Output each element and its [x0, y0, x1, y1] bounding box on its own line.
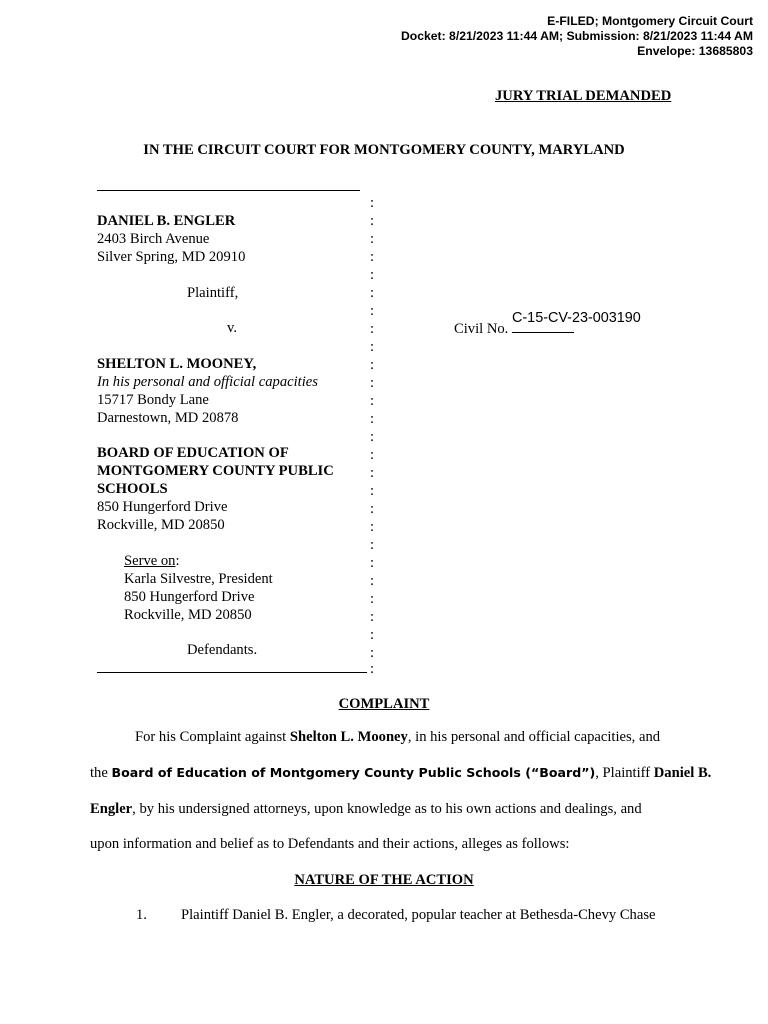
jury-trial-demand: JURY TRIAL DEMANDED — [495, 88, 672, 104]
caption-colon: : — [370, 285, 375, 301]
caption-bottom-rule — [97, 672, 367, 673]
efiling-stamp — [401, 14, 753, 59]
caption-colon: : — [370, 661, 375, 677]
caption-colon: : — [370, 375, 375, 391]
serve-on-name: Karla Silvestre, President — [124, 571, 273, 587]
caption-colon: : — [370, 609, 375, 625]
caption-colon: : — [370, 537, 375, 553]
paragraph-text: Plaintiff Daniel B. Engler, a decorated, popular teacher at Bethesda-Chevy Chase — [181, 907, 656, 923]
case-number: C-15-CV-23-003190 — [512, 310, 641, 326]
nature-of-action-heading: NATURE OF THE ACTION — [294, 872, 474, 888]
caption-colon: : — [370, 645, 375, 661]
stamp-line-docket: Docket: 8/21/2023 11:44 AM; Submission: 8/21/2023 11:44 AM — [400, 29, 753, 43]
intro-line-3: Engler, by his undersigned attorneys, upon knowledge as to his own actions and dealings, and — [90, 801, 642, 817]
caption-colon: : — [370, 627, 375, 643]
caption-colon: : — [370, 519, 375, 535]
caption-colon: : — [370, 393, 375, 409]
versus: v. — [227, 320, 237, 336]
caption-colon: : — [370, 303, 375, 319]
defendant-board-address-line1: 850 Hungerford Drive — [97, 499, 228, 515]
defendant-board-name-line3: SCHOOLS — [97, 481, 168, 497]
plaintiff-address-line2: Silver Spring, MD 20910 — [97, 249, 246, 265]
defendant-mooney-address-line1: 15717 Bondy Lane — [97, 392, 209, 408]
caption-colon: : — [370, 267, 375, 283]
caption-colon: : — [370, 429, 375, 445]
plaintiff-role: Plaintiff, — [187, 285, 239, 301]
plaintiff-address-line1: 2403 Birch Avenue — [97, 231, 210, 247]
serve-on-label: Serve on: — [124, 553, 180, 569]
caption-colon: : — [370, 231, 375, 247]
caption-colon: : — [370, 411, 375, 427]
caption-colon: : — [370, 483, 375, 499]
caption-colon: : — [370, 447, 375, 463]
stamp-line-court: E-FILED; Montgomery Circuit Court — [547, 14, 753, 28]
complaint-heading: COMPLAINT — [338, 696, 430, 712]
caption-colon: : — [370, 195, 375, 211]
serve-on-address-line1: 850 Hungerford Drive — [124, 589, 255, 605]
caption-colon: : — [370, 591, 375, 607]
caption-colon: : — [370, 249, 375, 265]
caption-colon: : — [370, 339, 375, 355]
caption-colon: : — [370, 465, 375, 481]
plaintiff-name: DANIEL B. ENGLER — [97, 213, 236, 229]
intro-line-4: upon information and belief as to Defendants and their actions, alleges as follows: — [90, 836, 570, 852]
defendant-board-name-line2: MONTGOMERY COUNTY PUBLIC — [97, 463, 334, 479]
defendant-board-name-line1: BOARD OF EDUCATION OF — [97, 445, 289, 461]
defendant-mooney-capacity: In his personal and official capacities — [97, 374, 318, 390]
civil-number-label: Civil No. — [454, 321, 509, 337]
caption-colon: : — [370, 555, 375, 571]
paragraph-number: 1. — [136, 907, 147, 923]
defendant-mooney-address-line2: Darnestown, MD 20878 — [97, 410, 239, 426]
defendant-mooney-name: SHELTON L. MOONEY, — [97, 356, 257, 372]
caption-colon: : — [370, 501, 375, 517]
caption-colon: : — [370, 213, 375, 229]
caption-colon: : — [370, 357, 375, 373]
caption-colon: : — [370, 321, 375, 337]
caption-top-rule — [97, 190, 360, 191]
defendant-board-address-line2: Rockville, MD 20850 — [97, 517, 225, 533]
defendants-role: Defendants. — [187, 642, 258, 658]
serve-on-address-line2: Rockville, MD 20850 — [124, 607, 252, 623]
stamp-line-envelope: Envelope: 13685803 — [637, 44, 753, 58]
intro-line-1: For his Complaint against Shelton L. Mooney, in his personal and official capacities, and — [135, 729, 661, 745]
court-title: IN THE CIRCUIT COURT FOR MONTGOMERY COUNTY, MARYLAND — [143, 142, 625, 158]
caption-colon: : — [370, 573, 375, 589]
intro-line-2: the Board of Education of Montgomery County Public Schools (“Board”), Plaintiff Daniel B. — [90, 765, 712, 781]
